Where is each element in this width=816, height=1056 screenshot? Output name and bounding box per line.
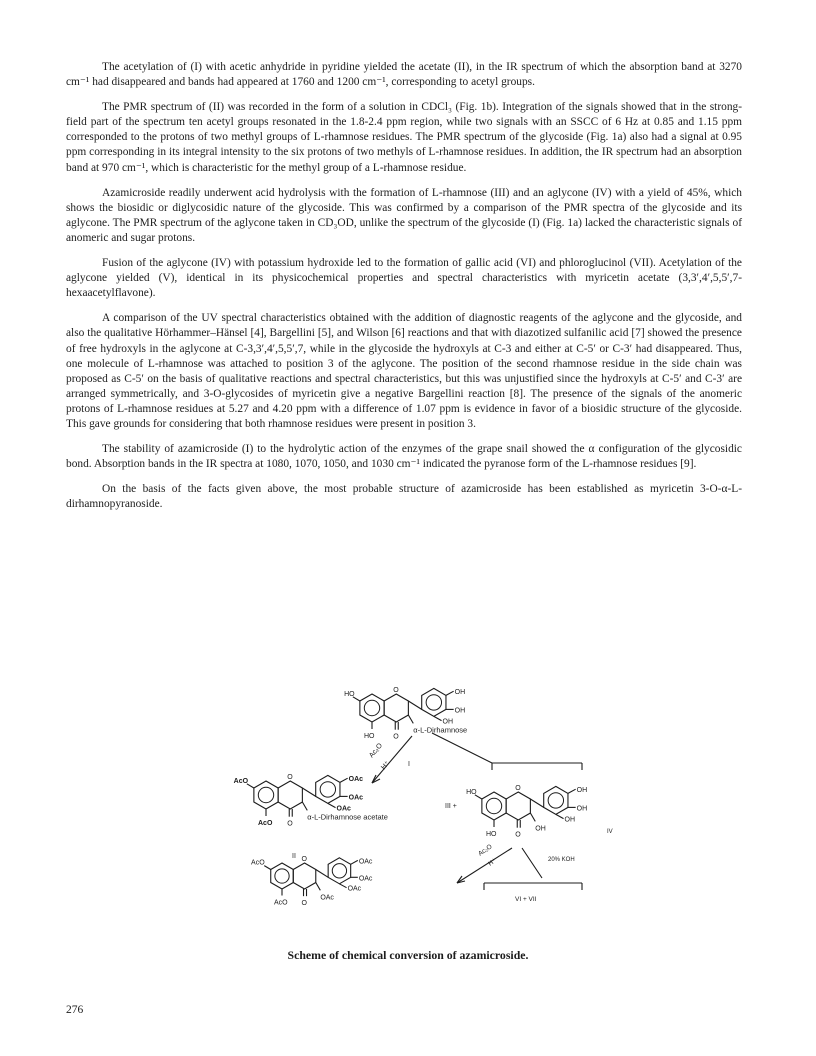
carbonyl-oxygen-label: O [301, 900, 307, 908]
ring-bond [360, 694, 384, 722]
ring-oxygen-label: O [301, 856, 307, 863]
ring-b-substituent-label: OAc [358, 875, 373, 883]
position-7-label: AcO [251, 859, 265, 867]
bond-line [264, 866, 271, 870]
ring-b-substituent-label: OH [576, 787, 588, 795]
compound-i-label: I [408, 761, 410, 768]
bond-line [568, 789, 576, 793]
ring-bond [328, 858, 351, 884]
bond-line [316, 883, 321, 891]
bond-line [408, 715, 413, 723]
paragraph-5: A comparison of the UV spectral characteristics obtained with the addition of diagnostic reagents of the aglycone and the glycoside, and also the qualitative Hörhammer–Hänsel [4], Bargellini [5], and Wilson [6] reactions and that with diazotized sulfanilic acid [7] showed the presence of free hydroxyls in the aglycone at C-3,3′,4′,5,5′,7, while in the glycoside the hydroxyls at C-3 and either at C-5′ or C-3′ had disappeared. Thus, one molecule of L-rhamnose was attached to position 3 of the aglycone. The position of the second rhamnose residue in the side chain was proposed as C-5′ on the basis of qualitative reactions and spectral characteristics, but this was unjustified since the hydroxyls at C-5′ and C-3′ are arranged symmetrically, and 3-O-glycosides of myricetin give a negative Bargellini reaction [8]. The presence of the signals of the anomeric protons of L-rhamnose residues at 5.27 and 4.20 ppm with a difference of 1.07 ppm is evidence in favor of a biosidic structure of the glycoside. This gave grounds for considering that both rhamnose residues were present in position 3. [66, 312, 742, 430]
bond-line [339, 884, 346, 888]
paragraph-6: The stability of azamicroside (I) to the hydrolytic action of the enzymes of the grape snail showed the α configuration of the glycosidic bond. Absorption bands in the IR spectra at 1080, 1070, 1050, and 1030 cm⁻¹ indicated the pyranose form of the L-rhamnose residues [9]. [66, 443, 742, 471]
ring-bond [482, 792, 506, 820]
paragraph-2: The PMR spectrum of (II) was recorded in the form of a solution in CDCl₃ (Fig. 1b). Integration of the signals showed that in the strong-field part of the spectrum ten acetyl groups resonated in the 1.8-2.4 ppm region, while two signals with an SSCC of 6 Hz at 0.85 and 1.15 ppm corresponded to the protons of two methyl groups of L-rhamnose residues. The PMR spectrum of the glycoside (Fig. 1a) also had a signal at 0.95 ppm corresponding in its integral intensity to the six protons of two methyls of L-rhamnose residues. In addition, the IR spectrum had an absorption band at 970 cm⁻¹, which is characteristic for the methyl group of a L-rhamnose residue. [66, 101, 742, 174]
paragraph-1: The acetylation of (I) with acetic anhydride in pyridine yielded the acetate (II), in the IR spectrum of which the absorption band at 3270 cm⁻¹ had disappeared and bands had appeared at 1760 and 1200 cm⁻¹, corresponding to acetyl groups. [66, 61, 742, 89]
products-vi-vii-label: VI + VII [515, 896, 537, 903]
position-5-label: HO [364, 733, 375, 740]
aromatic-circle [486, 798, 501, 813]
ring-b-substituent-label: OH [576, 805, 588, 813]
carbonyl-oxygen-label: O [515, 831, 521, 839]
position-7-label: AcO [233, 777, 249, 785]
aromatic-circle [258, 787, 273, 802]
ring-b-substituent-label: OAc [348, 776, 364, 784]
bond-line [434, 716, 442, 720]
aromatic-circle [426, 695, 441, 710]
ring-bond [316, 775, 340, 803]
reagent-h-label: H⁺ [487, 857, 498, 868]
position-3-label: α-L-Dirhamnose acetate [307, 812, 388, 822]
bond-line [328, 803, 336, 807]
ring-bond [293, 863, 316, 889]
bond-line [302, 802, 307, 810]
aromatic-circle [364, 700, 379, 715]
reaction-scheme [222, 658, 782, 928]
page-number: 276 [66, 1004, 84, 1016]
ring-bond [384, 694, 408, 722]
position-5-label: AcO [258, 820, 273, 827]
article-text [66, 60, 742, 522]
ring-b-substituent-label: OH [442, 718, 454, 726]
ring-b-substituent-label: OAc [347, 885, 362, 893]
ring-b-substituent-label: OH [454, 689, 466, 697]
ring-bond [278, 781, 302, 809]
position-3-label: OH [535, 825, 546, 833]
carbonyl-oxygen-label: O [287, 820, 293, 828]
paragraph-7: On the basis of the facts given above, the most probable structure of azamicroside has been established as myricetin 3-O-α-L-dirhamnopyranoside. [66, 483, 742, 511]
reagent-h-label: H⁺ [380, 760, 392, 772]
aryl-bond [408, 701, 421, 709]
aryl-bond [316, 870, 328, 878]
ring-bond [254, 781, 278, 809]
reagent-koh-label: 20% KOH [548, 857, 575, 863]
carbonyl-oxygen-label: O [393, 733, 399, 741]
position-3-label: OAc [320, 894, 334, 902]
aryl-bond [302, 788, 315, 796]
reagent-ac2o-label: Ac₂O [368, 742, 385, 760]
bond-line [446, 691, 454, 695]
ring-b-substituent-label: OH [564, 816, 576, 824]
ring-b-substituent-label: OAc [336, 805, 351, 813]
ring-oxygen-label: O [393, 687, 399, 694]
ring-bond [271, 863, 294, 889]
paragraph-3: Azamicroside readily underwent acid hydrolysis with the formation of L-rhamnose (III) and an aglycone (IV) with a yield of 45%, which shows the biosidic or diglycosidic nature of the glycoside. This was confirmed by a comparison of the PMR spectra of the glycoside and its aglycone. The PMR spectrum of the aglycone taken in CD₃OD, unlike the spectrum of the glycoside (I) (Fig. 1a) lacked the characteristic signals of anomeric and sugar protons. [66, 186, 742, 244]
aromatic-circle [332, 864, 346, 878]
position-5-label: HO [486, 831, 497, 838]
aromatic-circle [320, 782, 335, 797]
aromatic-circle [548, 793, 563, 808]
ring-b-substituent-label: OAc [358, 858, 373, 866]
ring-bond [422, 688, 446, 716]
bond-line [530, 813, 535, 821]
ring-oxygen-label: O [515, 785, 521, 792]
position-3-label: α-L-Dirhamnose [413, 725, 468, 735]
position-7-label: HO [344, 690, 355, 698]
bond-line [351, 860, 358, 864]
compound-iii-label: III + [445, 803, 457, 810]
bond-line [556, 814, 564, 818]
paragraph-4: Fusion of the aglycone (IV) with potassium hydroxide led to the formation of gallic acid (VI) and phloroglucinol (VII). Acetylation of the aglycone yielded (V), identical in its physicochemical properties and spectral characteristics with myricetin acetate (3,3′,4′,5,5′,7-hexaacetylflavone). [66, 257, 742, 300]
ring-oxygen-label: O [287, 774, 293, 781]
ring-bond [544, 786, 568, 814]
compound-ii-label: II [292, 853, 296, 860]
reagent-ac2o-label: Ac₂O [477, 843, 494, 858]
aromatic-circle [275, 869, 289, 883]
aryl-bond [530, 799, 543, 807]
position-7-label: HO [466, 788, 477, 796]
compound-iv-label: IV [607, 829, 613, 835]
ring-b-substituent-label: OAc [348, 794, 364, 802]
scheme-caption: Scheme of chemical conversion of azamicroside. [287, 948, 529, 962]
ring-b-substituent-label: OH [454, 707, 466, 715]
bond-line [340, 778, 348, 782]
position-5-label: AcO [274, 899, 288, 907]
ring-bond [506, 792, 530, 820]
reaction-arrow [522, 848, 542, 878]
reaction-arrow [432, 733, 492, 763]
